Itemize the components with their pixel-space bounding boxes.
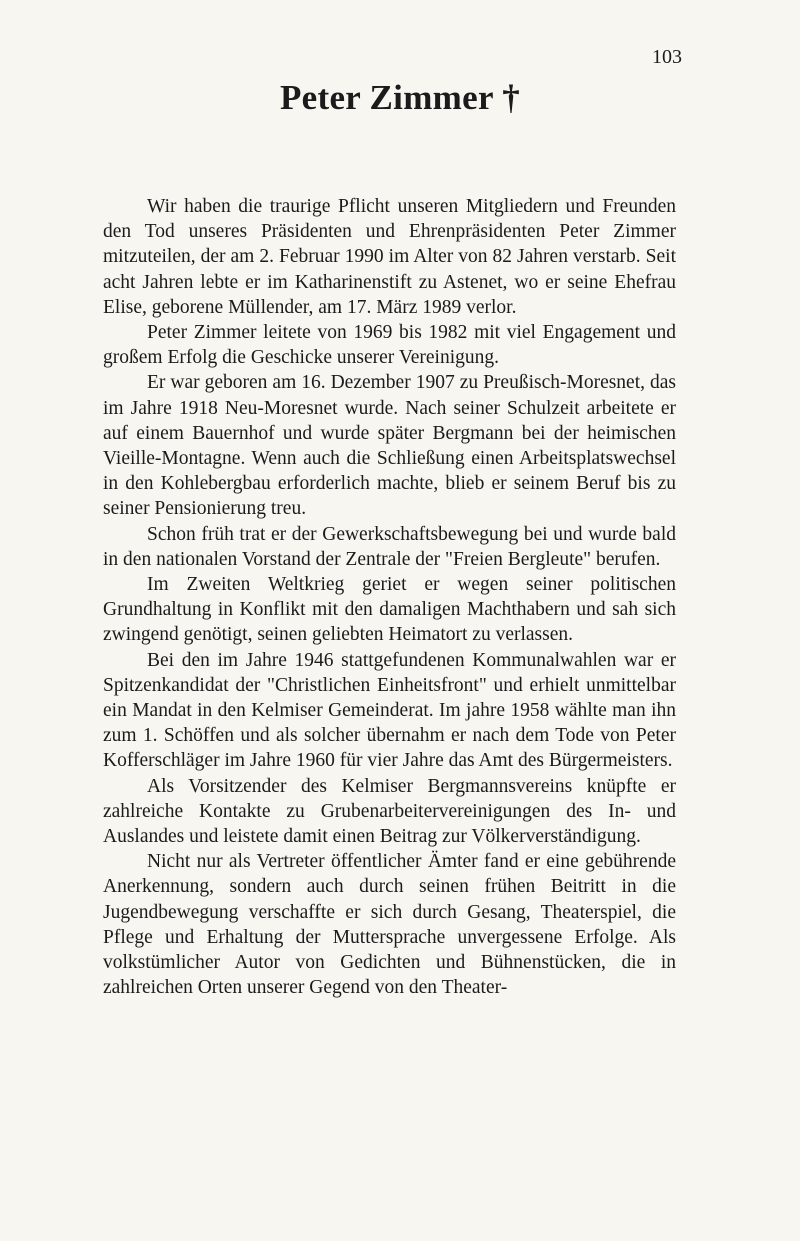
article-body — [103, 194, 676, 1001]
paragraph: Bei den im Jahre 1946 stattgefundenen Kommunalwahlen war er Spitzenkandidat der "Christlichen Einheitsfront" und erhielt unmittelbar ein Mandat in den Kelmiser Gemeinderat. Im jahre 1958 wählte man ihn zum 1. Schöffen und als solcher übernahm er nach dem Tode von Peter Kofferschläger im Jahre 1960 für vier Jahre das Amt des Bürgermeisters. — [103, 649, 676, 772]
paragraph: Peter Zimmer leitete von 1969 bis 1982 mit viel Engagement und großem Erfolg die Geschicke unserer Vereinigung. — [103, 322, 676, 369]
paragraph: Er war geboren am 16. Dezember 1907 zu Preußisch-Moresnet, das im Jahre 1918 Neu-Moresnet wurde. Nach seiner Schulzeit arbeitete er auf einem Bauernhof und wurde später Bergmann bei der heimischen Vieille-Montagne. Wenn auch die Schließung einen Arbeitsplatswechsel in den Kohlebergbau erforderlich machte, blieb er seinem Beruf bis zu seiner Pensionierung treu. — [103, 372, 676, 520]
paragraph: Schon früh trat er der Gewerkschaftsbewegung bei und wurde bald in den nationalen Vorstand der Zentrale der "Freien Bergleute" berufen. — [103, 523, 676, 570]
paragraph: Als Vorsitzender des Kelmiser Bergmannsvereins knüpfte er zahlreiche Kontakte zu Grubenarbeitervereinigungen des In- und Auslandes und leistete damit einen Beitrag zur Völkerverständigung. — [103, 775, 676, 848]
paragraph: Nicht nur als Vertreter öffentlicher Ämter fand er eine gebührende Anerkennung, sondern auch durch seinen frühen Beitritt in die Jugendbewegung verschaffte er sich durch Gesang, Theaterspiel, die Pflege und Erhaltung der Muttersprache unvergessene Erfolge. Als volkstümlicher Autor von Gedichten und Bühnenstücken, die in zahlreichen Orten unserer Gegend von den Theater- — [103, 851, 676, 999]
page-number: 103 — [652, 46, 682, 68]
page-title: Peter Zimmer † — [279, 78, 521, 117]
paragraph: Im Zweiten Weltkrieg geriet er wegen seiner politischen Grundhaltung in Konflikt mit den damaligen Machthabern und sah sich zwingend genötigt, seinen geliebten Heimatort zu verlassen. — [103, 574, 676, 646]
paragraph: Wir haben die traurige Pflicht unseren Mitgliedern und Freunden den Tod unseres Präsidenten und Ehrenpräsidenten Peter Zimmer mitzuteilen, der am 2. Februar 1990 im Alter von 82 Jahren verstarb. Seit acht Jahren lebte er im Katharinenstift zu Astenet, wo er seine Ehefrau Elise, geborene Müllender, am 17. März 1989 verlor. — [103, 196, 676, 318]
